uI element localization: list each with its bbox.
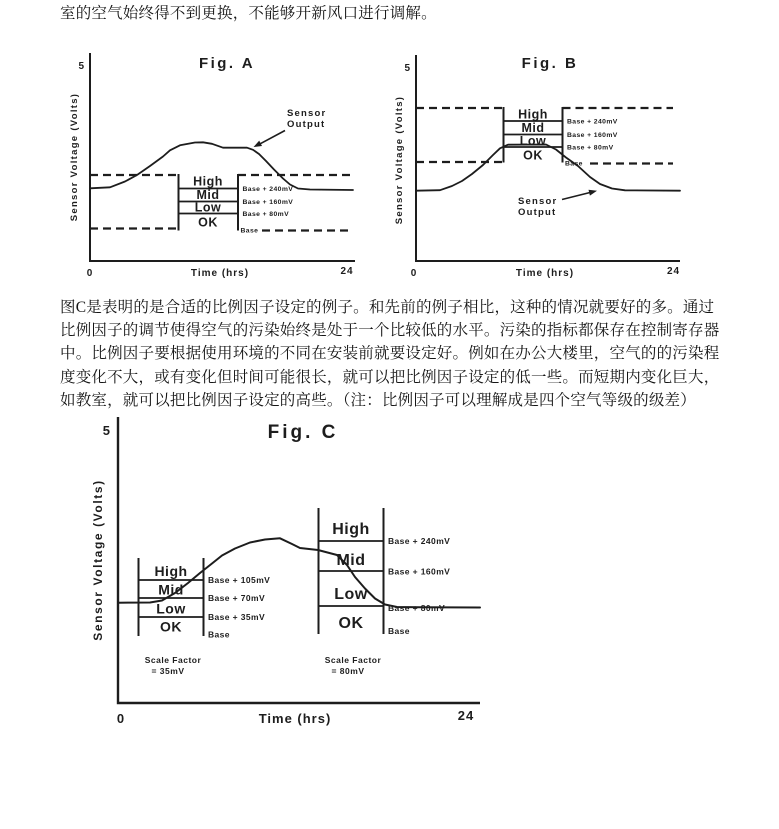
fig-c-right-scale-factor-line1: Scale Factor — [324, 655, 382, 665]
fig-b-annotation-line2: Output — [518, 207, 557, 218]
fig-a-threshold-160: Base + 160mV — [242, 199, 294, 206]
fig-b-annotation-arrow — [562, 193, 590, 200]
paragraph-line: 中。比例因子要根据使用环境的不同在安装前就要设定好。例如在办公大楼里，空气的的污染程 — [60, 345, 720, 363]
intro-text-line: 室的空气始终得不到更换，不能够开新风口进行调解。 — [60, 5, 437, 22]
fig-a-x-start: 0 — [86, 268, 94, 279]
fig-c-left-level-ok: OK — [160, 618, 182, 635]
paragraph-line: 度变化不大，或有变化但时间可能很长，就可以把比例因子设定的低一些。而短期内变化巨大， — [60, 368, 720, 386]
fig-a-chart — [60, 45, 390, 290]
fig-c-ymax-label: 5 — [102, 423, 111, 438]
fig-a-ymax-label: 5 — [78, 61, 85, 72]
fig-c-right-level-high: High — [332, 521, 370, 538]
fig-b-threshold-160: Base + 160mV — [567, 132, 618, 139]
fig-b-sensor-curve — [416, 145, 680, 191]
fig-b-level-ok: OK — [523, 148, 543, 163]
fig-c-left-scale-factor-line1: Scale Factor — [144, 655, 202, 665]
fig-a-annotation-line2: Output — [287, 119, 326, 130]
fig-c-left-threshold-70: Base + 70mV — [208, 593, 266, 603]
fig-b-y-axis-label: Sensor Voltage (Volts) — [394, 95, 405, 225]
fig-a-threshold-240: Base + 240mV — [242, 186, 294, 193]
fig-c-left-threshold-105: Base + 105mV — [208, 575, 271, 585]
fig-c-right-level-ok: OK — [338, 615, 364, 632]
fig-c-title: Fig. C — [267, 422, 339, 443]
fig-c-left-level-low: Low — [156, 600, 186, 617]
fig-c-right-threshold-base: Base — [388, 626, 410, 636]
fig-c-right-threshold-160: Base + 160mV — [388, 566, 451, 577]
fig-c-chart — [85, 410, 510, 740]
fig-c-left-threshold-35: Base + 35mV — [208, 612, 266, 622]
fig-a-title: Fig. A — [198, 55, 256, 72]
fig-b-threshold-240: Base + 240mV — [567, 118, 618, 126]
fig-b-ymax-label: 5 — [404, 63, 411, 74]
fig-a-threshold-base: Base — [240, 227, 259, 235]
fig-b-x-end: 24 — [666, 266, 681, 277]
fig-c-x-axis-label: Time (hrs) — [258, 711, 332, 726]
fig-a-level-low: Low — [194, 200, 222, 215]
paragraph-line: 如教室，就可以把比例因子设定的高些。（注：比例因子可以理解成是四个空气等级的级差） — [60, 391, 696, 409]
fig-c-left-level-high: High — [154, 563, 188, 579]
fig-c-right-scale-factor-line2: = 80mV — [331, 666, 365, 676]
fig-c-y-axis-label: Sensor Voltage (Volts) — [91, 479, 105, 641]
fig-b-level-mid: Mid — [521, 121, 545, 135]
fig-b-x-start: 0 — [410, 268, 418, 279]
fig-b-level-high: High — [518, 107, 548, 122]
fig-a-x-axis-label: Time (hrs) — [190, 268, 250, 279]
fig-a-y-axis-label: Sensor Voltage (Volts) — [69, 92, 80, 222]
fig-b-level-low: Low — [519, 134, 547, 148]
fig-c-x-start: 0 — [116, 711, 126, 726]
fig-a-level-high: High — [193, 174, 223, 189]
fig-c-left-level-mid: Mid — [158, 581, 184, 598]
fig-c-left-threshold-base: Base — [208, 629, 230, 640]
fig-b-threshold-80: Base + 80mV — [567, 144, 614, 152]
fig-a-annotation-line1: Sensor — [287, 108, 327, 119]
paragraph-line: 比例因子的调节使得空气的污染始终是处于一个比较低的水平。污染的指标都保存在控制寄存器 — [60, 322, 720, 340]
paragraph-line: 图C是表明的是合适的比例因子设定的例子。和先前的例子相比，这种的情况就要好的多。通过 — [60, 299, 715, 316]
fig-a-x-end: 24 — [340, 266, 354, 277]
fig-c-left-scale-factor-line2: = 35mV — [151, 666, 185, 676]
fig-b-x-axis-label: Time (hrs) — [515, 268, 575, 279]
fig-a-level-mid: Mid — [196, 188, 220, 202]
fig-a-level-ok: OK — [198, 215, 218, 230]
body-paragraph — [60, 296, 724, 412]
fig-c-x-end: 24 — [457, 708, 475, 723]
fig-b-axes — [416, 55, 680, 261]
fig-b-annotation-arrowhead — [589, 190, 598, 196]
fig-b-threshold-base: Base — [565, 160, 583, 168]
fig-c-right-level-low: Low — [334, 586, 368, 603]
fig-b-chart — [390, 45, 720, 290]
fig-a-annotation-arrow — [260, 131, 285, 144]
fig-c-right-threshold-240: Base + 240mV — [388, 536, 451, 546]
fig-a-threshold-80: Base + 80mV — [242, 211, 290, 218]
fig-a-annotation-arrowhead — [254, 141, 263, 147]
fig-c-right-level-mid: Mid — [336, 552, 366, 569]
fig-b-title: Fig. B — [521, 55, 579, 72]
fig-c-right-threshold-80: Base + 80mV — [388, 603, 446, 613]
fig-b-annotation-line1: Sensor — [518, 196, 558, 207]
